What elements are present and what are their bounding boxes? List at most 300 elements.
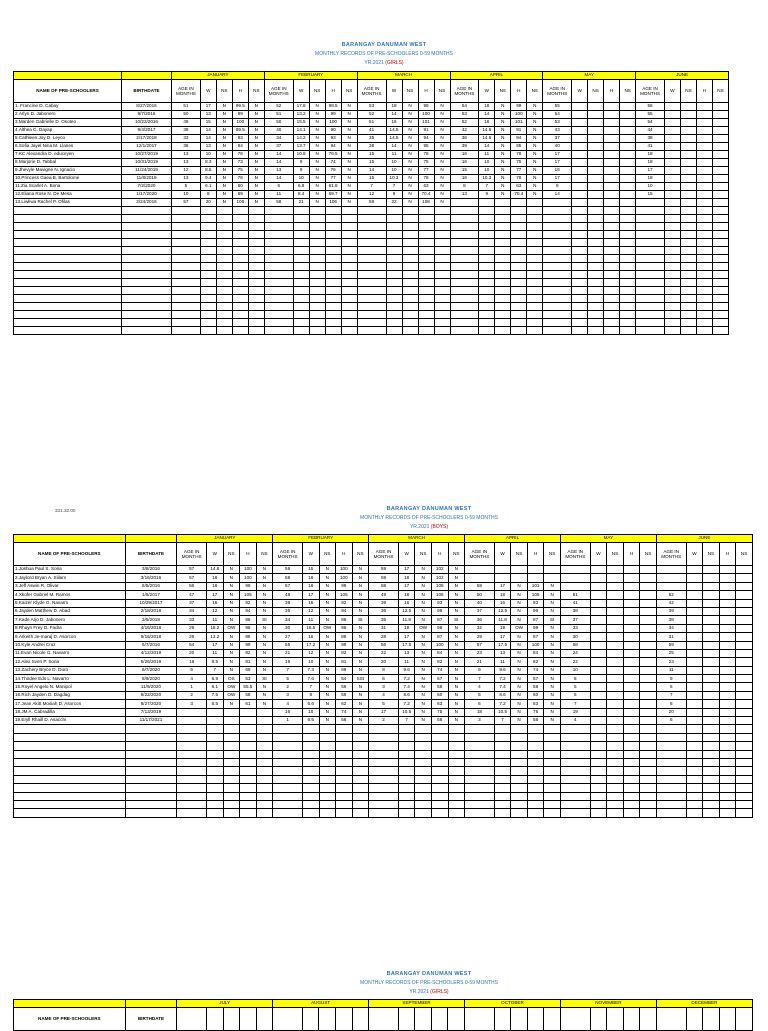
measure-cell [495, 239, 511, 247]
blank-cell [448, 1008, 465, 1031]
month-header-row [14, 535, 753, 543]
measure-cell: 16 [207, 582, 224, 590]
measure-cell: 17 [200, 103, 216, 111]
measure-cell [712, 215, 728, 223]
measure-cell [664, 143, 680, 151]
measure-cell [273, 725, 303, 733]
measure-cell [590, 691, 607, 699]
height-column-header: H [240, 543, 257, 566]
measure-cell: N [448, 675, 465, 683]
measure-cell [273, 775, 303, 783]
measure-cell: 59 [336, 691, 353, 699]
measure-cell [177, 725, 207, 733]
measure-cell [656, 775, 686, 783]
measure-cell: 10 [302, 658, 319, 666]
measure-cell: 75 [511, 159, 527, 167]
measure-cell: N [434, 183, 450, 191]
measure-cell [686, 750, 703, 758]
measure-cell: 17.8 [293, 103, 309, 111]
measure-cell: N [448, 717, 465, 725]
measure-cell [293, 215, 309, 223]
measure-cell [572, 279, 588, 287]
measure-cell: 20 [177, 649, 207, 657]
measure-cell: N [448, 649, 465, 657]
measure-cell [719, 750, 736, 758]
measure-cell [302, 800, 319, 808]
measure-cell [369, 767, 399, 775]
measure-cell [223, 733, 240, 741]
measure-cell: OW [511, 624, 528, 632]
ns-column-header: NS [341, 80, 357, 103]
measure-cell [398, 792, 415, 800]
table-row [14, 666, 753, 674]
measure-cell [607, 649, 624, 657]
measure-cell [448, 792, 465, 800]
measure-cell [680, 319, 696, 327]
measure-cell: 14 [479, 143, 495, 151]
measure-cell: 10.5 [398, 708, 415, 716]
table-row [14, 279, 729, 287]
measure-cell: 31 [369, 624, 399, 632]
measure-cell [736, 733, 753, 741]
measure-cell [357, 207, 386, 215]
measure-cell [680, 191, 696, 199]
measure-cell [607, 742, 624, 750]
measure-cell [607, 574, 624, 582]
month-label: OCTOBER [465, 1000, 561, 1008]
measure-cell [623, 566, 640, 574]
measure-cell [712, 159, 728, 167]
measure-cell: 8.3 [200, 159, 216, 167]
measure-cell: N [415, 616, 432, 624]
measure-cell: N [223, 616, 240, 624]
measure-cell [415, 725, 432, 733]
measure-cell: 100 [336, 574, 353, 582]
measure-cell [696, 151, 712, 159]
measure-cell [703, 683, 720, 691]
measure-cell [465, 742, 495, 750]
measure-cell: N [448, 691, 465, 699]
measure-cell: 40 [465, 599, 495, 607]
measure-cell [402, 311, 418, 319]
measure-cell [686, 591, 703, 599]
birthdate-cell [122, 295, 172, 303]
measure-cell [357, 263, 386, 271]
measure-cell: 63 [418, 183, 434, 191]
measure-cell [636, 287, 665, 295]
measure-cell [572, 223, 588, 231]
measure-cell [604, 247, 620, 255]
measure-cell: OW [415, 624, 432, 632]
measure-cell [309, 303, 325, 311]
measure-cell: N [256, 591, 273, 599]
measure-cell [398, 775, 415, 783]
measure-cell: 12 [172, 167, 201, 175]
measure-cell [686, 792, 703, 800]
child-name-cell: 11.Zia Scarlet A. Bona [14, 183, 122, 191]
measure-cell [703, 733, 720, 741]
measure-cell: N [352, 641, 369, 649]
child-name-cell [14, 319, 122, 327]
measure-cell [172, 255, 201, 263]
measure-cell [248, 319, 264, 327]
measure-cell [560, 784, 590, 792]
measure-cell [256, 725, 273, 733]
measure-cell: N [434, 175, 450, 183]
ns-column-header: NS [511, 543, 528, 566]
measure-cell: N [216, 167, 232, 175]
measure-cell [527, 207, 543, 215]
measure-cell [623, 574, 640, 582]
measure-cell: 11 [264, 191, 293, 199]
measure-cell: OW [223, 624, 240, 632]
measure-cell [572, 191, 588, 199]
measure-cell: 94 [325, 143, 341, 151]
measure-cell [511, 800, 528, 808]
table-row [14, 151, 729, 159]
measure-cell [604, 327, 620, 335]
birthdate-cell: 10/22/2016 [122, 119, 172, 127]
measure-cell: 78 [418, 151, 434, 159]
measure-cell [572, 303, 588, 311]
table-row [14, 103, 729, 111]
measure-cell: 4 [369, 691, 399, 699]
measure-cell [623, 616, 640, 624]
measure-cell: 36 [172, 143, 201, 151]
measure-cell [686, 733, 703, 741]
measure-cell: 49 [369, 591, 399, 599]
blank-cell [590, 1008, 607, 1031]
measure-cell [511, 775, 528, 783]
table-row [14, 215, 729, 223]
measure-cell [607, 641, 624, 649]
measure-cell [543, 303, 572, 311]
measure-cell [719, 607, 736, 615]
measure-cell: 17 [543, 175, 572, 183]
child-name-cell [14, 767, 126, 775]
measure-cell [703, 742, 720, 750]
table-row [14, 255, 729, 263]
measure-cell: 16 [207, 574, 224, 582]
measure-cell: N [402, 199, 418, 207]
measure-cell [686, 700, 703, 708]
measure-cell [607, 784, 624, 792]
measure-cell [620, 127, 636, 135]
measure-cell: 82 [240, 649, 257, 657]
table-row [14, 295, 729, 303]
child-name-cell [14, 255, 122, 263]
measure-cell: 17.6 [494, 641, 511, 649]
measure-cell [640, 784, 657, 792]
measure-cell [302, 733, 319, 741]
measure-cell [686, 599, 703, 607]
measure-cell [264, 295, 293, 303]
measure-cell: N [223, 666, 240, 674]
child-name-cell: 18.JM A. Cabradilla [14, 708, 126, 716]
child-name-cell: 11.Evan Nicole G. Navarro [14, 649, 126, 657]
measure-cell [712, 135, 728, 143]
measure-cell [712, 279, 728, 287]
measure-cell [465, 574, 495, 582]
measure-cell: 50 [465, 591, 495, 599]
measure-cell [264, 239, 293, 247]
measure-cell [620, 111, 636, 119]
measure-cell [386, 247, 402, 255]
measure-cell [273, 792, 303, 800]
measure-cell: 6.1 [200, 183, 216, 191]
measure-cell: 9 [386, 191, 402, 199]
measure-cell [588, 271, 604, 279]
measure-cell [544, 566, 561, 574]
measure-cell [607, 809, 624, 817]
measure-cell: N [216, 199, 232, 207]
measure-cell [256, 758, 273, 766]
measure-cell [736, 591, 753, 599]
measure-cell: 18.2 [207, 624, 224, 632]
measure-cell: N [495, 175, 511, 183]
measure-cell [200, 295, 216, 303]
measure-cell: 67 [431, 675, 448, 683]
measure-cell [696, 127, 712, 135]
measure-cell [590, 649, 607, 657]
measure-cell [696, 119, 712, 127]
measure-cell: N [415, 599, 432, 607]
measure-cell: 42 [450, 127, 479, 135]
measure-cell [696, 231, 712, 239]
measure-cell [703, 616, 720, 624]
measure-cell [352, 800, 369, 808]
measure-cell: N [319, 700, 336, 708]
birthdate-column-header: BIRTHDATE [122, 80, 172, 103]
child-name-cell: 7.KC Alexandra D. educeyen [14, 151, 122, 159]
measure-cell [431, 725, 448, 733]
measure-cell: 44 [636, 127, 665, 135]
birthdate-cell [122, 239, 172, 247]
measure-cell [418, 279, 434, 287]
measure-cell [494, 792, 511, 800]
measure-cell: 17 [494, 633, 511, 641]
child-name-cell: 9.Jhevyle Mavigne N. Ignacio [14, 167, 122, 175]
measure-cell [664, 319, 680, 327]
measure-cell [736, 607, 753, 615]
measure-cell [664, 295, 680, 303]
measure-cell: 19 [494, 624, 511, 632]
measure-cell: N [352, 700, 369, 708]
measure-cell: N [527, 143, 543, 151]
measure-cell [172, 303, 201, 311]
measure-cell [664, 135, 680, 143]
measure-cell [560, 809, 590, 817]
measure-cell [664, 239, 680, 247]
birthdate-cell: 2/17/2018 [122, 135, 172, 143]
blank-cell [336, 1008, 353, 1031]
measure-cell [357, 271, 386, 279]
measure-cell [664, 223, 680, 231]
measure-cell: N [495, 127, 511, 135]
measure-cell [696, 263, 712, 271]
blank-cell [125, 535, 177, 543]
measure-cell [256, 750, 273, 758]
measure-cell [544, 775, 561, 783]
measure-cell [560, 775, 590, 783]
table-row [14, 135, 729, 143]
measure-cell [712, 231, 728, 239]
measure-cell [336, 792, 353, 800]
measure-cell: N [248, 135, 264, 143]
measure-cell [207, 717, 224, 725]
measure-cell [293, 255, 309, 263]
measure-cell [620, 167, 636, 175]
measure-cell: 7.2 [494, 675, 511, 683]
measure-cell [309, 279, 325, 287]
measure-cell: 40 [264, 127, 293, 135]
measure-cell [620, 247, 636, 255]
measure-cell [623, 700, 640, 708]
measure-cell: 28 [369, 633, 399, 641]
measure-cell [216, 319, 232, 327]
measure-cell [719, 758, 736, 766]
measure-cell: 95 [511, 143, 527, 151]
child-name-cell: 2.Jaylord Bryan A. Siilam [14, 574, 126, 582]
measure-cell [636, 271, 665, 279]
measure-cell [511, 809, 528, 817]
measure-cell [172, 311, 201, 319]
measure-cell [620, 319, 636, 327]
measure-cell [465, 792, 495, 800]
measure-cell [696, 311, 712, 319]
boys-records-table-jan-jun [13, 534, 753, 818]
measure-cell: N [319, 641, 336, 649]
measure-cell [588, 127, 604, 135]
measure-cell [264, 287, 293, 295]
birthdate-cell: 4/12/2019 [125, 649, 177, 657]
measure-cell [479, 327, 495, 335]
measure-cell: N [309, 135, 325, 143]
ns-column-header: NS [256, 543, 273, 566]
measure-cell [623, 675, 640, 683]
measure-cell [293, 327, 309, 335]
birthdate-cell [125, 784, 177, 792]
birthdate-cell [122, 247, 172, 255]
measure-cell: N [448, 658, 465, 666]
measure-cell [418, 327, 434, 335]
measure-cell [398, 742, 415, 750]
measure-cell: 8 [200, 191, 216, 199]
measure-cell [686, 725, 703, 733]
table-row [14, 725, 753, 733]
measure-cell [240, 742, 257, 750]
measure-cell [418, 295, 434, 303]
measure-cell [264, 207, 293, 215]
measure-cell [607, 733, 624, 741]
ns-column-header: NS [640, 543, 657, 566]
measure-cell [590, 717, 607, 725]
measure-cell [232, 239, 248, 247]
child-name-cell [14, 800, 126, 808]
measure-cell [527, 800, 544, 808]
measure-cell [273, 733, 303, 741]
measure-cell: N [448, 591, 465, 599]
measure-cell: 16 [479, 119, 495, 127]
measure-cell [703, 758, 720, 766]
measure-cell [527, 295, 543, 303]
measure-cell [588, 215, 604, 223]
measure-cell [302, 792, 319, 800]
measure-cell [256, 792, 273, 800]
measure-cell: N [544, 683, 561, 691]
measure-cell [736, 599, 753, 607]
height-column-header: H [719, 543, 736, 566]
measure-cell [494, 566, 511, 574]
measure-cell: N [495, 103, 511, 111]
measure-cell: N [352, 666, 369, 674]
measure-cell [341, 311, 357, 319]
table-row [14, 683, 753, 691]
blank-cell [494, 1008, 511, 1031]
measure-cell: N [256, 683, 273, 691]
measure-cell [604, 271, 620, 279]
measure-cell [264, 223, 293, 231]
measure-cell: 9.6 [494, 666, 511, 674]
measure-cell [200, 207, 216, 215]
age-column-header: AGE IN MONTHS [357, 80, 386, 103]
measure-cell: 82 [336, 649, 353, 657]
measure-cell: 8 [560, 675, 590, 683]
measure-cell [293, 247, 309, 255]
measure-cell [588, 263, 604, 271]
measure-cell: N [434, 135, 450, 143]
measure-cell [248, 255, 264, 263]
month-header-row [14, 72, 729, 80]
measure-cell [736, 725, 753, 733]
measure-cell [216, 247, 232, 255]
child-name-cell [14, 809, 126, 817]
measure-cell [357, 327, 386, 335]
measure-cell [656, 784, 686, 792]
measure-cell: N [434, 191, 450, 199]
girls-records-table-jul-dec [13, 999, 753, 1031]
measure-cell [200, 255, 216, 263]
birthdate-cell: 3/5/2018 [125, 616, 177, 624]
measure-cell [450, 247, 479, 255]
measure-cell [719, 717, 736, 725]
measure-cell [590, 624, 607, 632]
measure-cell: 4 [177, 675, 207, 683]
birthdate-cell [122, 263, 172, 271]
measure-cell [607, 758, 624, 766]
measure-cell [325, 311, 341, 319]
measure-cell: N [448, 566, 465, 574]
measure-cell [494, 800, 511, 808]
measure-cell [623, 591, 640, 599]
measure-cell [450, 287, 479, 295]
measure-cell [664, 271, 680, 279]
height-column-header: H [325, 80, 341, 103]
measure-cell: 16 [302, 582, 319, 590]
measure-cell: N [352, 582, 369, 590]
name-column-header: NAME OF PRE-SCHOOLERS [14, 80, 122, 103]
measure-cell: 57 [465, 641, 495, 649]
measure-cell: 20 [369, 658, 399, 666]
measure-cell: 58 [240, 691, 257, 699]
measure-cell [431, 784, 448, 792]
measure-cell [604, 111, 620, 119]
measure-cell [686, 742, 703, 750]
measure-cell [680, 223, 696, 231]
measure-cell: N [319, 717, 336, 725]
measure-cell [357, 247, 386, 255]
measure-cell [434, 263, 450, 271]
